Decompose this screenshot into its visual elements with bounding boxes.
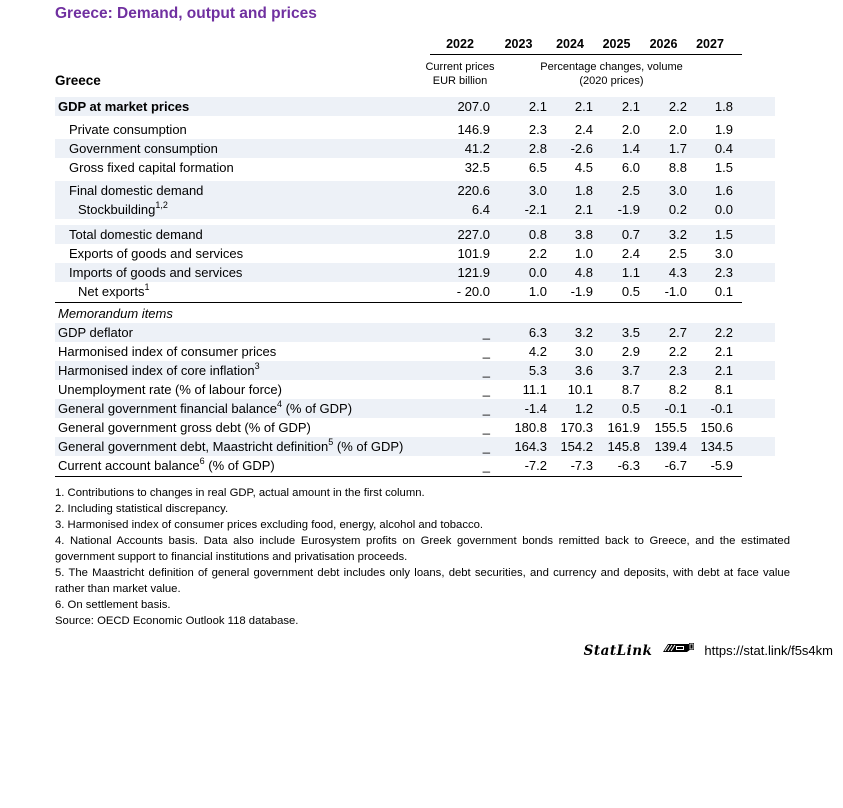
footnote: 2. Including statistical discrepancy. (55, 503, 229, 515)
row-label: Net exports$^1$ (78, 282, 150, 299)
cell-value: 1.1 (621, 265, 640, 280)
footnote: 5. The Maastricht definition of general government debt includes only loans, debt securities, and currency and deposits, with debt at face value rather than market value. (55, 567, 790, 595)
cell-value: 2.5 (668, 246, 687, 261)
row-label: Exports of goods and services (69, 246, 244, 261)
cell-value: 3.0 (668, 183, 687, 198)
cell-value: -1.0 (664, 284, 687, 299)
table-header (55, 33, 775, 88)
cell-value: 1.2 (574, 401, 593, 416)
cell-value: 8.2 (668, 382, 687, 397)
cell-value: 1.8 (714, 99, 733, 114)
footnote: 6. On settlement basis. (55, 599, 171, 611)
row-label: Stockbuilding$^{1,2}$ (78, 200, 168, 217)
cell-value: 2.1 (621, 99, 640, 114)
cell-value: -1.4 (524, 401, 547, 416)
row-label: General government financial balance$^4$ (% of GDP) (58, 399, 353, 416)
cell-value: 0.0 (714, 202, 733, 217)
table-row (55, 139, 775, 158)
table-row (55, 200, 775, 219)
row-label: Imports of goods and services (69, 265, 243, 280)
cell-value: 3.5 (621, 325, 640, 340)
cell-value: 0.5 (621, 401, 640, 416)
cell-value: 4.3 (668, 265, 687, 280)
cell-value: -2.1 (524, 202, 547, 217)
cell-value: _ (482, 439, 490, 454)
cell-value: 3.6 (574, 363, 593, 378)
row-label: Harmonised index of core inflation$^3$ (58, 361, 260, 378)
cell-value: 170.3 (560, 420, 593, 435)
cell-value: -6.3 (617, 458, 640, 473)
cell-value: 3.8 (574, 227, 593, 242)
cell-value: 4.5 (574, 160, 593, 175)
cell-value: -7.2 (524, 458, 547, 473)
cell-value: 3.2 (668, 227, 687, 242)
source-note: Source: OECD Economic Outlook 118 database. (55, 615, 299, 627)
row-label: GDP at market prices (58, 99, 190, 114)
table-row (55, 361, 775, 380)
section-rule (55, 476, 742, 477)
cell-value: 6.0 (621, 160, 640, 175)
cell-value: 1.6 (714, 183, 733, 198)
footnote: 3. Harmonised index of consumer prices excluding food, energy, alcohol and tobacco. (55, 519, 484, 531)
cell-value: 1.5 (714, 160, 733, 175)
cell-value: 3.0 (574, 344, 593, 359)
cell-value: _ (482, 420, 490, 435)
cell-value: 2.4 (574, 122, 593, 137)
cell-value: 220.6 (457, 183, 490, 198)
cell-value: -0.1 (710, 401, 733, 416)
table-row (55, 158, 775, 177)
cell-value: -1.9 (617, 202, 640, 217)
cell-value: 41.2 (464, 141, 490, 156)
statlink-icon (661, 641, 695, 660)
cell-value: 146.9 (457, 122, 490, 137)
cell-value: 3.2 (574, 325, 593, 340)
cell-value: 8.1 (714, 382, 733, 397)
cell-value: 2.2 (714, 325, 733, 340)
table-row (55, 456, 775, 475)
cell-value: 2.5 (621, 183, 640, 198)
row-label: Gross fixed capital formation (69, 160, 234, 175)
header-rule (430, 54, 742, 55)
footnote: 1. Contributions to changes in real GDP, actual amount in the first column. (55, 487, 425, 499)
table-row (55, 120, 775, 139)
statlink-label: StatLink (583, 642, 653, 659)
year-header: 2024 (556, 37, 584, 51)
cell-value: -0.1 (664, 401, 687, 416)
row-label: Government consumption (69, 141, 218, 156)
cell-value: 3.7 (621, 363, 640, 378)
table-row (55, 282, 775, 301)
row-label: Private consumption (69, 122, 187, 137)
row-label: Final domestic demand (69, 183, 204, 198)
cell-value: 2.7 (668, 325, 687, 340)
table-row (55, 304, 775, 323)
cell-value: 2.0 (668, 122, 687, 137)
cell-value: 2.1 (574, 202, 593, 217)
cell-value: 3.0 (714, 246, 733, 261)
row-label: GDP deflator (58, 325, 133, 340)
cell-value: _ (482, 363, 490, 378)
cell-value: 2.2 (668, 99, 687, 114)
cell-value: 1.0 (574, 246, 593, 261)
cell-value: 6.5 (528, 160, 547, 175)
cell-value: _ (482, 344, 490, 359)
cell-value: -1.9 (570, 284, 593, 299)
table-row (55, 380, 775, 399)
volume-header-line1: Percentage changes, volume (540, 61, 683, 73)
cell-value: 164.3 (514, 439, 547, 454)
cell-value: 2.1 (714, 363, 733, 378)
cell-value: 5.3 (528, 363, 547, 378)
table-row (55, 399, 775, 418)
cell-value: 154.2 (560, 439, 593, 454)
cell-value: 207.0 (457, 99, 490, 114)
current-prices-line1: Current prices (425, 61, 495, 73)
cell-value: 6.4 (471, 202, 490, 217)
cell-value: 1.0 (528, 284, 547, 299)
cell-value: 227.0 (457, 227, 490, 242)
row-label: Current account balance$^6$ (% of GDP) (58, 456, 275, 473)
row-label: General government gross debt (% of GDP) (58, 420, 311, 435)
cell-value: 180.8 (514, 420, 547, 435)
cell-value: 0.8 (528, 227, 547, 242)
table-row (55, 323, 775, 342)
cell-value: 6.3 (528, 325, 547, 340)
cell-value: 4.2 (528, 344, 547, 359)
region-label: Greece (55, 73, 101, 88)
current-prices-header (425, 60, 495, 88)
page-title: Greece: Demand, output and prices (55, 5, 317, 22)
cell-value: 0.5 (621, 284, 640, 299)
cell-value: 1.8 (574, 183, 593, 198)
cell-value: 1.9 (714, 122, 733, 137)
year-header-row (430, 33, 775, 51)
cell-value: 161.9 (607, 420, 640, 435)
cell-value: 2.2 (668, 344, 687, 359)
cell-value: 2.3 (528, 122, 547, 137)
cell-value: 2.3 (714, 265, 733, 280)
volume-header (490, 60, 733, 88)
table-row (55, 181, 775, 200)
cell-value: 2.0 (621, 122, 640, 137)
cell-value: _ (482, 458, 490, 473)
section-rule (55, 302, 742, 303)
current-prices-line2: EUR billion (432, 75, 488, 87)
cell-value: 2.1 (574, 99, 593, 114)
cell-value: _ (482, 382, 490, 397)
cell-value: 10.1 (567, 382, 593, 397)
cell-value: _ (482, 325, 490, 340)
row-label: Harmonised index of consumer prices (58, 344, 277, 359)
cell-value: 0.0 (528, 265, 547, 280)
volume-header-line2: (2020 prices) (579, 75, 644, 87)
table-row (55, 342, 775, 361)
cell-value: 2.4 (621, 246, 640, 261)
row-label: Memorandum items (58, 306, 173, 321)
cell-value: 11.1 (522, 382, 547, 397)
footnote: 4. National Accounts basis. Data also include Eurosystem profits on Greek government bonds remitted back to Greece, and the estimated government support to financial institutions and privatisation proceeds. (55, 535, 790, 563)
cell-value: 2.3 (668, 363, 687, 378)
cell-value: 0.4 (714, 141, 733, 156)
cell-value: 1.5 (714, 227, 733, 242)
cell-value: 8.7 (621, 382, 640, 397)
cell-value: 2.2 (528, 246, 547, 261)
footnotes (55, 485, 790, 629)
cell-value: 139.4 (654, 439, 687, 454)
table-row (55, 418, 775, 437)
table-row (55, 225, 775, 244)
year-header: 2026 (649, 37, 678, 51)
cell-value: 0.7 (621, 227, 640, 242)
cell-value: 145.8 (607, 439, 640, 454)
statlink-url[interactable]: https://stat.link/f5s4km (704, 643, 833, 658)
table-row (55, 263, 775, 282)
cell-value: -2.6 (570, 141, 593, 156)
cell-value: -5.9 (710, 458, 733, 473)
cell-value: 2.8 (528, 141, 547, 156)
cell-value: 1.4 (621, 141, 640, 156)
cell-value: 4.8 (574, 265, 593, 280)
year-header: 2025 (602, 37, 631, 51)
cell-value: 1.7 (668, 141, 687, 156)
cell-value: 2.1 (528, 99, 547, 114)
cell-value: 2.1 (714, 344, 733, 359)
cell-value: -7.3 (570, 458, 593, 473)
cell-value: 8.8 (668, 160, 687, 175)
cell-value: -6.7 (664, 458, 687, 473)
year-header: 2023 (504, 37, 533, 51)
cell-value: 121.9 (457, 265, 490, 280)
table-row (55, 437, 775, 456)
row-label: Total domestic demand (69, 227, 203, 242)
row-label: General government debt, Maastricht definition$^5$ (% of GDP) (58, 437, 404, 454)
row-label: Unemployment rate (% of labour force) (58, 382, 282, 397)
cell-value: _ (482, 401, 490, 416)
cell-value: 0.2 (668, 202, 687, 217)
subheader-row (425, 60, 775, 88)
statlink-row (55, 641, 833, 660)
cell-value: 155.5 (654, 420, 687, 435)
cell-value: 2.9 (621, 344, 640, 359)
cell-value: 101.9 (457, 246, 490, 261)
cell-value: 134.5 (700, 439, 733, 454)
cell-value: 0.1 (714, 284, 733, 299)
cell-value: 32.5 (464, 160, 490, 175)
cell-value: 3.0 (528, 183, 547, 198)
table-row (55, 244, 775, 263)
cell-value: - 20.0 (456, 284, 490, 299)
year-header: 2027 (696, 37, 724, 51)
cell-value: 150.6 (700, 420, 733, 435)
table-row (55, 97, 775, 116)
table-body (55, 97, 843, 477)
year-header: 2022 (446, 37, 474, 51)
